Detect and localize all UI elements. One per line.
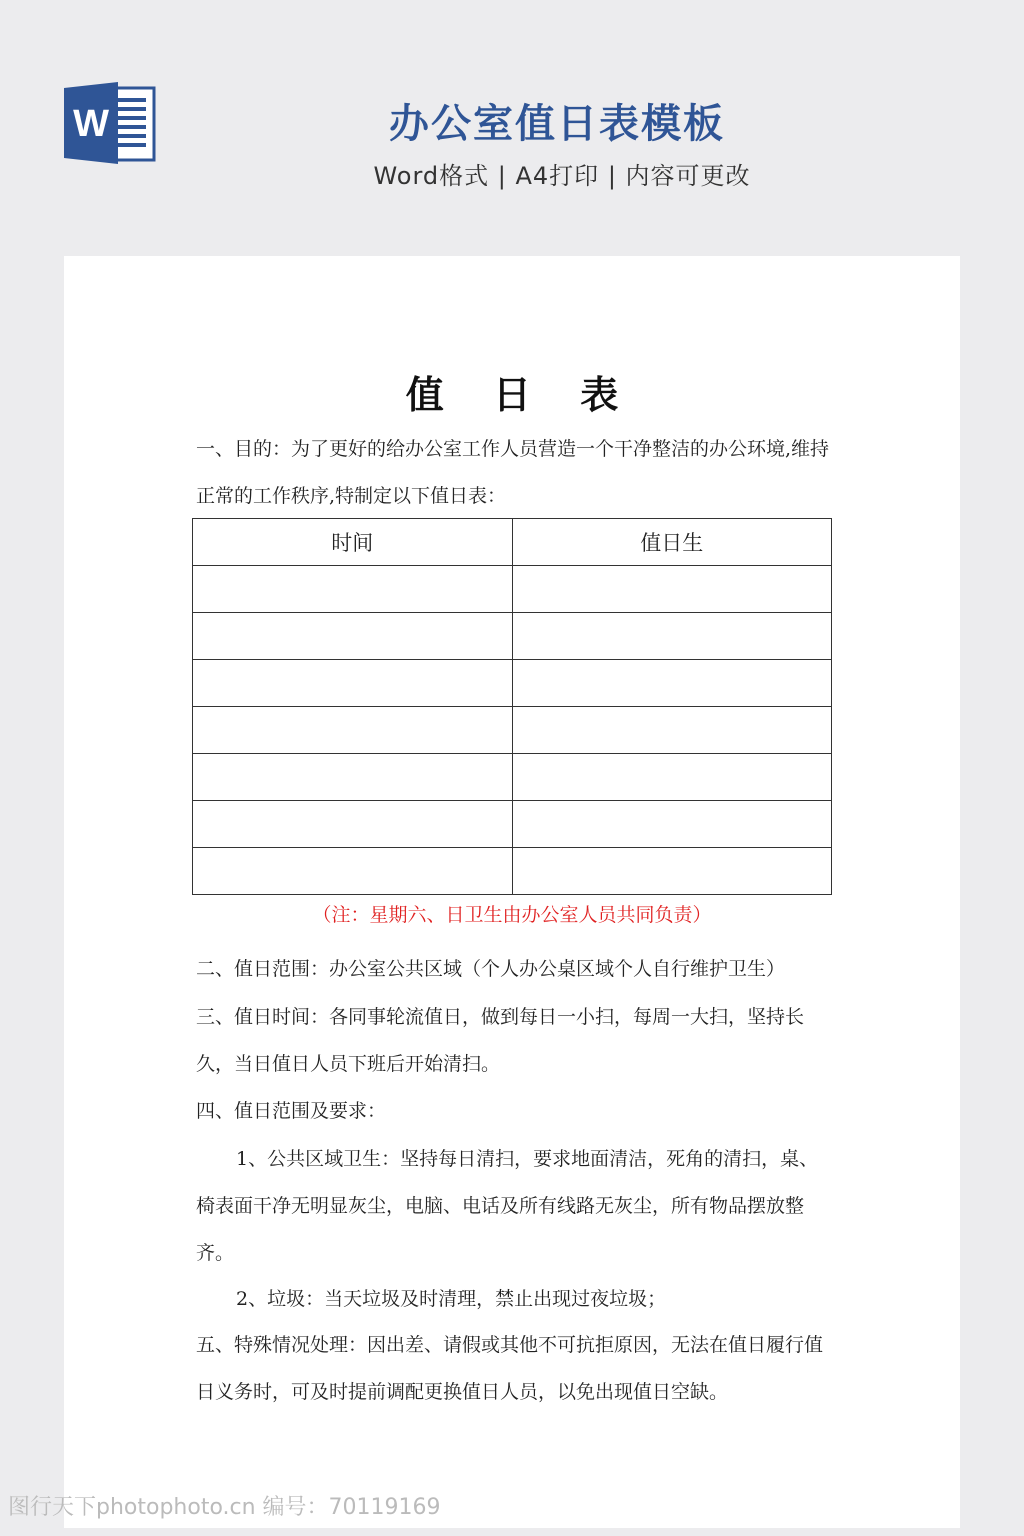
table-row xyxy=(193,566,832,613)
section-3-time: 三、值日时间：各同事轮流值日，做到每日一小扫，每周一大扫，坚持长久，当日值日人员下班后开始清扫。 xyxy=(196,1006,805,1075)
time-cell xyxy=(193,707,513,754)
time-cell xyxy=(193,613,513,660)
time-cell xyxy=(193,754,513,801)
time-column-header: 时间 xyxy=(193,519,513,566)
watermark: 图行天下photophoto.cn 编号：70119169 xyxy=(8,1495,441,1520)
logo-letter: W xyxy=(73,103,109,145)
table-row xyxy=(193,660,832,707)
duty-person-cell xyxy=(512,754,832,801)
table-row xyxy=(193,707,832,754)
time-cell xyxy=(193,566,513,613)
table-header-row xyxy=(193,519,832,566)
weekend-note: （注：星期六、日卫生由办公室人员共同负责） xyxy=(312,904,712,926)
section-4-item-2: 2、垃圾：当天垃圾及时清理，禁止出现过夜垃圾； xyxy=(236,1288,667,1310)
table-row xyxy=(193,613,832,660)
time-cell xyxy=(193,801,513,848)
section-4-item-1: 1、公共区域卫生：坚持每日清扫，要求地面清洁，死角的清扫，桌、椅表面干净无明显灰尘，电脑、电话及所有线路无灰尘，所有物品摆放整齐。 xyxy=(196,1148,819,1264)
template-banner xyxy=(0,0,1024,256)
template-subtitle: Word格式 | A4打印 | 内容可更改 xyxy=(373,162,751,190)
duty-roster-table xyxy=(192,518,832,895)
intro-paragraph: 一、目的：为了更好的给办公室工作人员营造一个干净整洁的办公环境,维持正常的工作秩序,特制定以下值日表： xyxy=(196,438,830,507)
table-row xyxy=(193,801,832,848)
duty-person-cell xyxy=(512,613,832,660)
section-2-scope: 二、值日范围：办公室公共区域（个人办公桌区域个人自行维护卫生） xyxy=(196,958,786,980)
time-cell xyxy=(193,660,513,707)
table-row xyxy=(193,848,832,895)
template-title: 办公室值日表模板 xyxy=(389,101,725,147)
duty-person-cell xyxy=(512,801,832,848)
duty-person-column-header: 值日生 xyxy=(512,519,832,566)
duty-person-cell xyxy=(512,566,832,613)
document-title: 值 日 表 xyxy=(405,372,619,417)
document-page xyxy=(64,256,960,1528)
section-4-heading: 四、值日范围及要求： xyxy=(196,1100,387,1122)
time-cell xyxy=(193,848,513,895)
duty-person-cell xyxy=(512,848,832,895)
section-5-special: 五、特殊情况处理：因出差、请假或其他不可抗拒原因，无法在值日履行值日义务时，可及时提前调配更换值日人员，以免出现值日空缺。 xyxy=(196,1334,824,1403)
duty-person-cell xyxy=(512,660,832,707)
duty-person-cell xyxy=(512,707,832,754)
table-row xyxy=(193,754,832,801)
